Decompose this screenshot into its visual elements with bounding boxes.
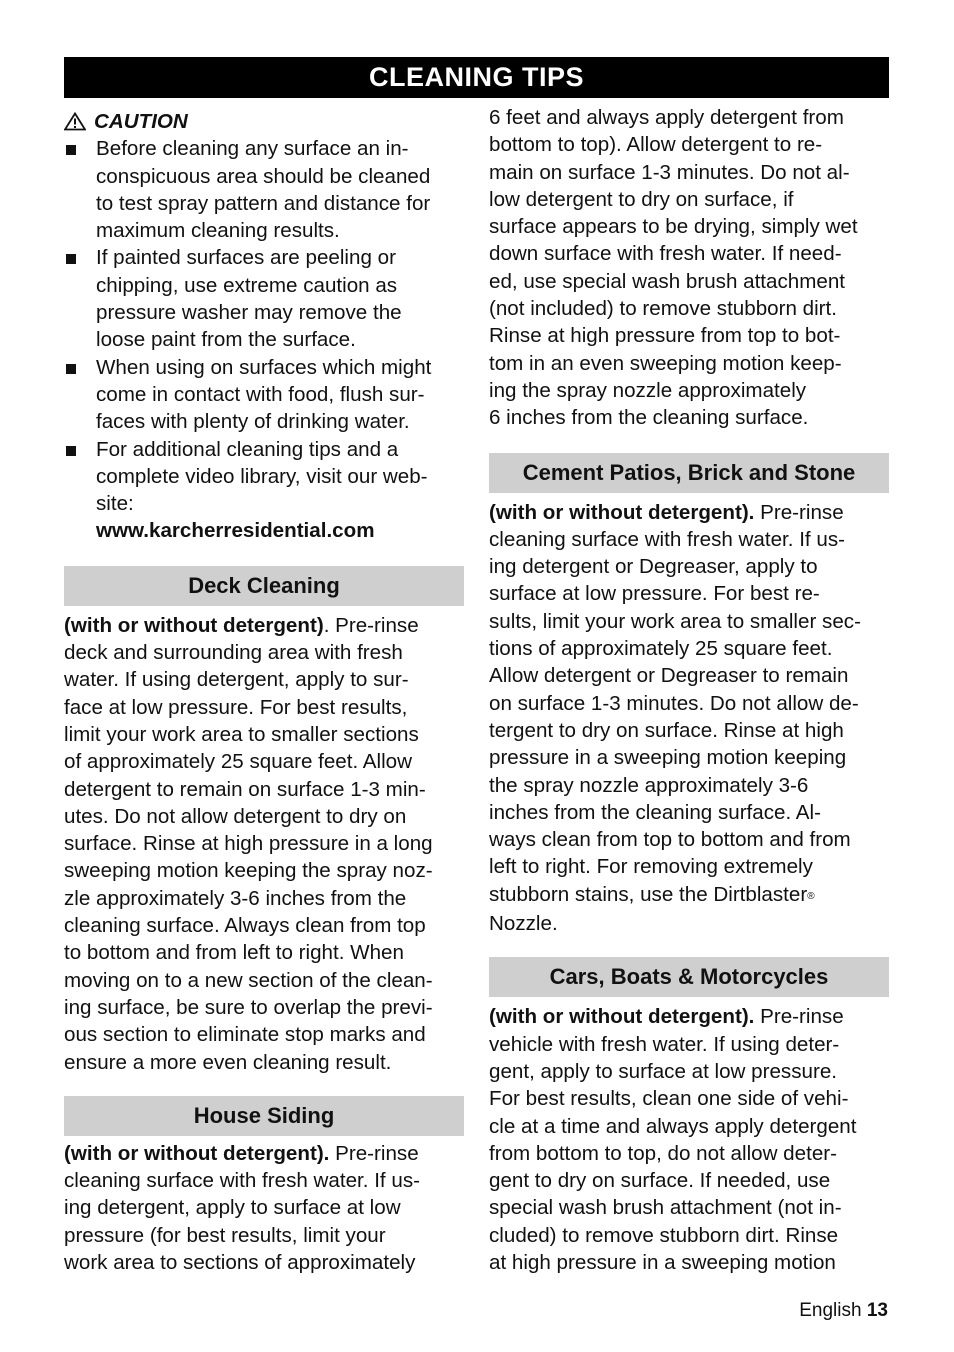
deck-cleaning-text	[64, 612, 464, 1076]
bullet-text-line: Before cleaning any surface an in-	[96, 137, 409, 161]
text-line: sults, limit your work area to smaller sec-	[489, 609, 861, 633]
text-line: utes. Do not allow detergent to dry on	[64, 804, 407, 828]
page-title: CLEANING TIPS	[64, 57, 889, 98]
website-url: www.karcherresidential.com	[96, 519, 375, 543]
left-column	[64, 106, 464, 1276]
text-line: gent to dry on surface. If needed, use	[489, 1169, 831, 1193]
square-bullet-icon	[66, 145, 76, 155]
text-line: tions of approximately 25 square feet.	[489, 637, 833, 661]
right-column	[489, 104, 889, 1276]
text-line: ways clean from top to bottom and from	[489, 828, 851, 852]
text-line: ing detergent, apply to surface at low	[64, 1196, 401, 1220]
caution-heading	[64, 108, 464, 135]
footer-language: English	[799, 1300, 862, 1321]
caution-bullet-item	[64, 436, 464, 518]
bullet-text-line: conspicuous area should be cleaned	[96, 164, 431, 188]
text-line: 6 feet and always apply detergent from	[489, 106, 844, 129]
text-line: down surface with fresh water. If need-	[489, 242, 842, 266]
text-line: deck and surrounding area with fresh	[64, 641, 403, 665]
text-line: ed, use special wash brush attachment	[489, 269, 846, 293]
text-line: tom in an even sweeping motion keep-	[489, 351, 842, 375]
text-line: of approximately 25 square feet. Allow	[64, 750, 413, 774]
warning-triangle-icon	[64, 112, 86, 131]
text-line: moving on to a new section of the clean-	[64, 968, 433, 992]
cars-lead: (with or without detergent).	[489, 1005, 755, 1029]
bullet-text-line: faces with plenty of drinking water.	[96, 410, 410, 434]
text-line: ing surface, be sure to overlap the previ-	[64, 995, 433, 1019]
text-line: For best results, clean one side of vehi-	[489, 1087, 849, 1111]
cement-last-line: Nozzle.	[489, 912, 558, 936]
deck-cleaning-heading: Deck Cleaning	[64, 566, 464, 606]
text-line: ing the spray nozzle approximately	[489, 378, 807, 402]
text-line: cleaning surface with fresh water. If us-	[64, 1169, 420, 1193]
registered-mark: ®	[807, 890, 815, 902]
text-line: vehicle with fresh water. If using deter-	[489, 1032, 840, 1056]
text-line: detergent to remain on surface 1-3 min-	[64, 777, 426, 801]
text-line: (not included) to remove stubborn dirt.	[489, 297, 837, 321]
text-line: at high pressure in a sweeping motion	[489, 1250, 836, 1274]
caution-bullet-list	[64, 135, 464, 517]
text-line: cluded) to remove stubborn dirt. Rinse	[489, 1223, 839, 1247]
text-line: cle at a time and always apply detergent	[489, 1114, 857, 1138]
caution-bullet-item	[64, 135, 464, 244]
text-line: cleaning surface with fresh water. If us-	[489, 527, 845, 551]
text-line: pressure (for best results, limit your	[64, 1223, 386, 1247]
bullet-text-line: chipping, use extreme caution as	[96, 273, 398, 297]
text-line: gent, apply to surface at low pressure.	[489, 1059, 837, 1083]
caution-bullet-item	[64, 354, 464, 436]
bullet-text-line: loose paint from the surface.	[96, 328, 356, 352]
text-line: to bottom and from left to right. When	[64, 941, 404, 965]
text-line: cleaning surface. Always clean from top	[64, 914, 426, 938]
text-line: inches from the cleaning surface. Al-	[489, 800, 821, 824]
text-line: Rinse at high pressure from top to bot-	[489, 324, 841, 348]
siding-first-rest: Pre-rinse	[329, 1141, 419, 1165]
text-line: the spray nozzle approximately 3-6	[489, 773, 809, 797]
cars-boats-heading: Cars, Boats & Motorcycles	[489, 957, 889, 997]
cars-boats-text	[489, 1003, 889, 1276]
text-line: zle approximately 3-6 inches from the	[64, 886, 407, 910]
house-siding-heading: House Siding	[64, 1096, 464, 1136]
deck-first-rest: . Pre-rinse	[323, 613, 419, 637]
cars-first-rest: Pre-rinse	[754, 1005, 844, 1029]
text-line: Allow detergent or Degreaser to remain	[489, 664, 849, 688]
text-line: special wash brush attachment (not in-	[489, 1196, 842, 1220]
house-siding-text	[64, 1140, 464, 1276]
text-line: pressure in a sweeping motion keeping	[489, 746, 847, 770]
bullet-text-line: complete video library, visit our web-	[96, 464, 428, 488]
text-line: face at low pressure. For best results,	[64, 695, 408, 719]
caution-label: CAUTION	[94, 110, 188, 133]
bullet-text-line: pressure washer may remove the	[96, 301, 402, 325]
text-line: bottom to top). Allow detergent to re-	[489, 133, 823, 157]
bullet-text-line: maximum cleaning results.	[96, 219, 340, 243]
bullet-text-line: If painted surfaces are peeling or	[96, 246, 396, 270]
text-line: 6 inches from the cleaning surface.	[489, 406, 809, 430]
deck-lead: (with or without detergent)	[64, 613, 324, 637]
square-bullet-icon	[66, 364, 76, 374]
square-bullet-icon	[66, 254, 76, 264]
caution-bullet-item	[64, 244, 464, 353]
text-line: main on surface 1-3 minutes. Do not al-	[489, 160, 850, 184]
cement-heading: Cement Patios, Brick and Stone	[489, 453, 889, 493]
cement-lead: (with or without detergent).	[489, 500, 755, 524]
bullet-text-line: site:	[96, 492, 134, 516]
bullet-text-line: to test spray pattern and distance for	[96, 191, 431, 215]
text-line: work area to sections of approximately	[64, 1250, 416, 1274]
text-line: water. If using detergent, apply to sur-	[64, 668, 409, 692]
bullet-text-line: When using on surfaces which might	[96, 355, 432, 379]
dirtblaster-text: stubborn stains, use the Dirtblaster	[489, 882, 808, 906]
text-line: surface appears to be drying, simply wet	[489, 215, 858, 239]
cement-text	[489, 499, 889, 881]
text-line: ensure a more even cleaning result.	[64, 1050, 392, 1074]
text-line: left to right. For removing extremely	[489, 855, 813, 879]
text-line: surface. Rinse at high pressure in a long	[64, 832, 433, 856]
cement-first-rest: Pre-rinse	[754, 500, 844, 524]
cement-dirtblaster-line	[489, 881, 889, 910]
text-line: tergent to dry on surface. Rinse at high	[489, 718, 844, 742]
page-footer	[799, 1300, 888, 1322]
siding-lead: (with or without detergent).	[64, 1141, 330, 1165]
bullet-text-line: For additional cleaning tips and a	[96, 437, 399, 461]
text-line: limit your work area to smaller sections	[64, 722, 419, 746]
text-line: low detergent to dry on surface, if	[489, 187, 794, 211]
house-siding-continued-text	[489, 104, 889, 432]
bullet-text-line: come in contact with food, flush sur-	[96, 382, 425, 406]
text-line: sweeping motion keeping the spray noz-	[64, 859, 433, 883]
text-line: ing detergent or Degreaser, apply to	[489, 555, 818, 579]
text-line: surface at low pressure. For best re-	[489, 582, 820, 606]
text-line: on surface 1-3 minutes. Do not allow de-	[489, 691, 859, 715]
page-number: 13	[866, 1300, 888, 1321]
text-line: ous section to eliminate stop marks and	[64, 1023, 426, 1047]
text-line: from bottom to top, do not allow deter-	[489, 1141, 837, 1165]
square-bullet-icon	[66, 446, 76, 456]
